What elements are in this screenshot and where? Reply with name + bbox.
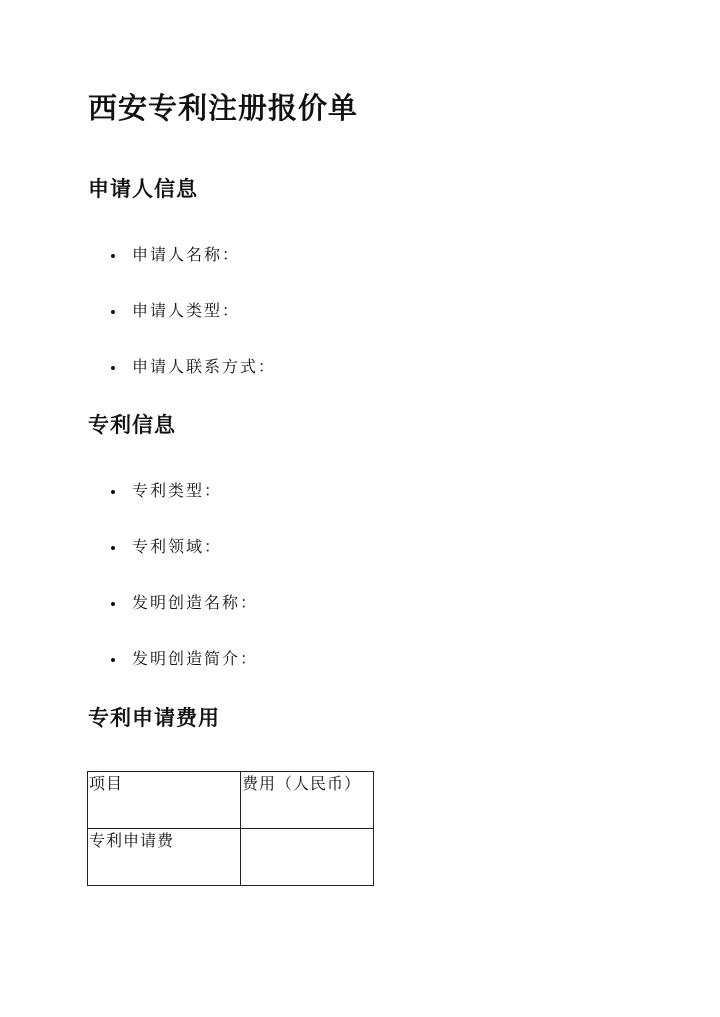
table-header-row [88,772,374,829]
table-cell-fee [241,829,374,886]
table-row [88,829,374,886]
fee-table [87,771,374,886]
bullet-icon [111,546,115,550]
list-item-patent-field [0,535,258,591]
bullet-icon [111,490,115,494]
bullet-icon [111,310,115,314]
table-header-item: 项目 [88,772,241,829]
section-heading-patent: 专利信息 [88,412,176,437]
list-item-invention-summary [0,647,258,703]
bullet-icon [111,658,115,662]
list-item-label: 申请人名称： [132,245,241,264]
section-heading-fees: 专利申请费用 [88,705,220,730]
list-item-label: 发明创造简介： [132,649,259,668]
list-item-invention-name [0,591,258,647]
applicant-info-list [0,243,276,411]
list-item-applicant-name [0,243,276,299]
table-header-fee: 费用（人民币） [241,772,374,829]
list-item-label: 申请人类型： [132,301,241,320]
list-item-applicant-type [0,299,276,355]
bullet-icon [111,254,115,258]
section-heading-applicant: 申请人信息 [88,176,198,201]
bullet-icon [111,602,115,606]
bullet-icon [111,366,115,370]
list-item-label: 发明创造名称： [132,593,259,612]
list-item-label: 申请人联系方式： [132,357,277,376]
patent-info-list [0,479,258,703]
list-item-label: 专利领域： [132,537,223,556]
list-item-label: 专利类型： [132,481,223,500]
table-cell-item: 专利申请费 [88,829,241,886]
document-title: 西安专利注册报价单 [88,91,359,125]
list-item-applicant-contact [0,355,276,411]
list-item-patent-type [0,479,258,535]
